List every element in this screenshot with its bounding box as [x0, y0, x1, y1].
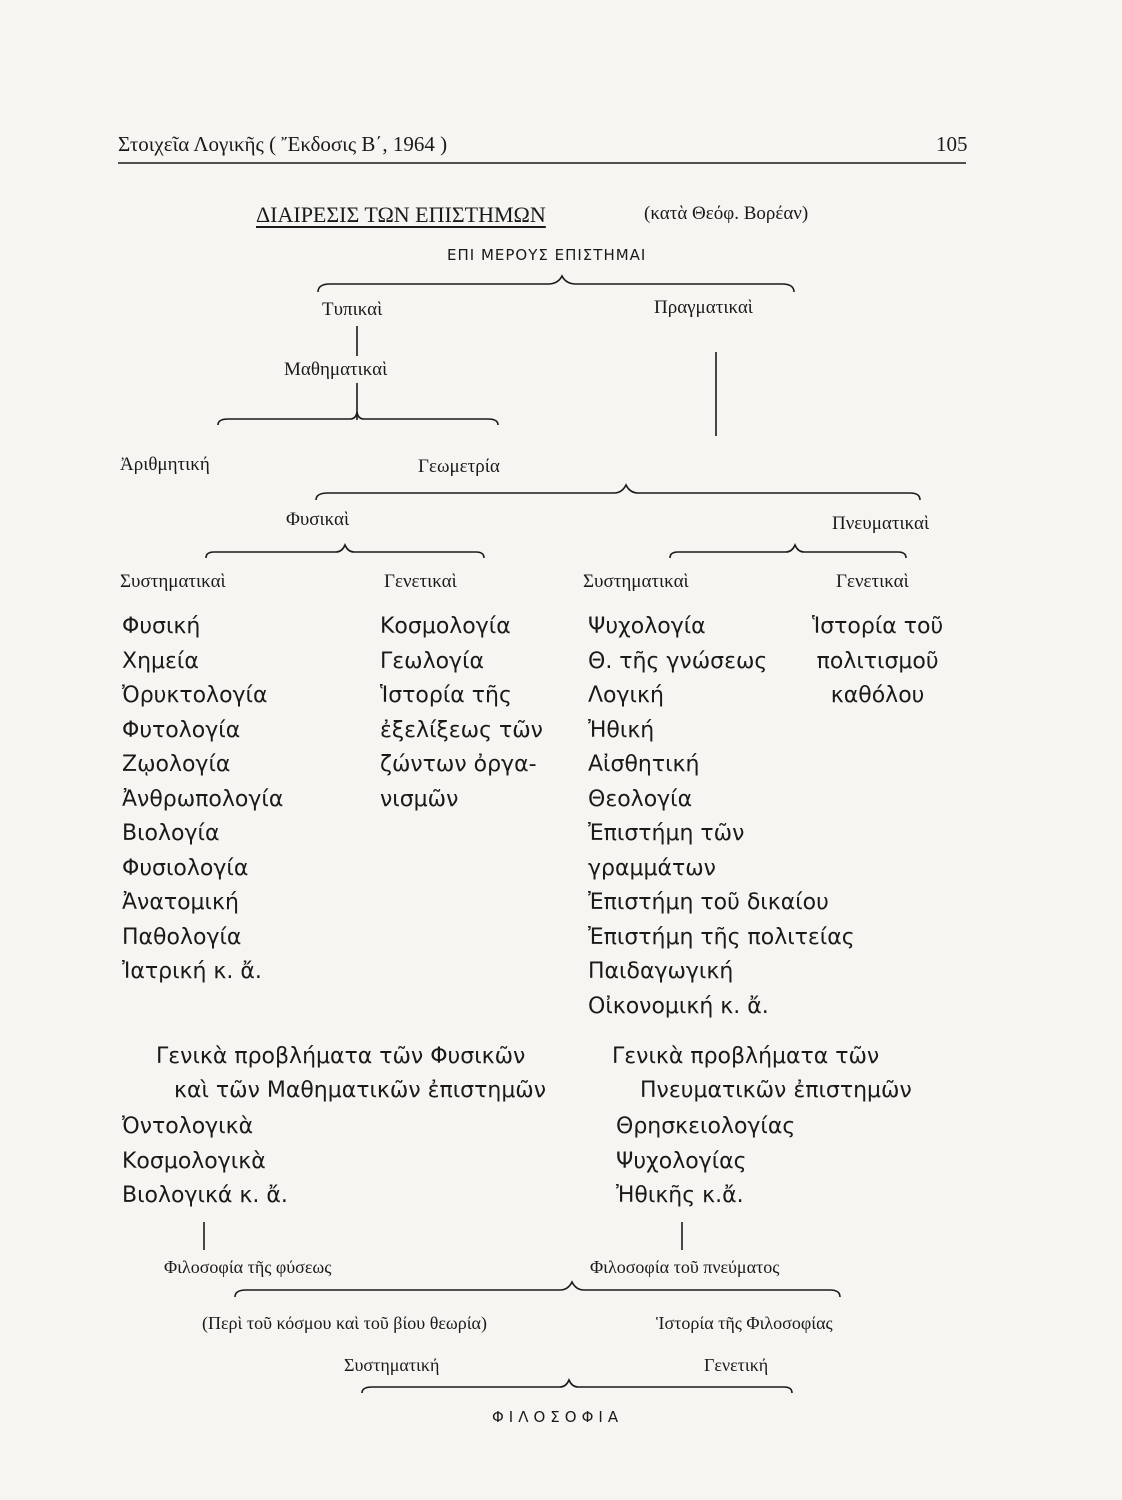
- label-geometry: Γεωμετρία: [418, 456, 500, 477]
- list-item: Βιολογία: [122, 821, 220, 846]
- label-nat-systematic: Συστηματικαὶ: [120, 571, 226, 592]
- list-item: καθόλου: [830, 683, 925, 708]
- gen-natural-heading-2: καὶ τῶν Μαθηματικῶν ἐπιστημῶν: [174, 1078, 547, 1103]
- list-item: Ἱστορία τῆς: [380, 683, 512, 708]
- list-item: Ἀνθρωπολογία: [122, 786, 284, 812]
- list-item: Γεωλογία: [380, 648, 485, 674]
- list-item: Οἰκονομική κ. ἄ.: [588, 993, 769, 1019]
- brace-real: [316, 485, 920, 500]
- label-mathematical: Μαθηματικαὶ: [284, 359, 388, 380]
- label-natural: Φυσικαὶ: [286, 509, 350, 530]
- list-item: Κοσμολογία: [380, 614, 511, 639]
- phil-root: ΦΙΛΟΣΟΦΙΑ: [492, 1408, 624, 1426]
- list-item: Ἐπιστήμη τῆς πολιτείας: [588, 924, 855, 950]
- title-attribution: (κατὰ Θεόφ. Βορέαν): [644, 203, 809, 224]
- phil-systematic: Συστηματική: [344, 1355, 440, 1375]
- list-item: Ἰατρική κ. ἄ.: [122, 959, 262, 984]
- label-formal: Τυπικαὶ: [322, 299, 383, 320]
- list-item: Ἐπιστήμη τοῦ δικαίου: [588, 890, 829, 915]
- brace-spiritual: [670, 545, 906, 558]
- list-item: Παθολογία: [122, 924, 242, 950]
- list-item: Αἰσθητική: [588, 752, 700, 777]
- list-item: Ἐπιστήμη τῶν: [588, 821, 745, 846]
- label-spi-systematic: Συστηματικαὶ: [583, 571, 689, 592]
- list-item: Φυτολογία: [122, 717, 241, 743]
- running-header: Στοιχεῖα Λογικῆς ( Ἔκδοσις Β΄, 1964 ): [118, 132, 448, 156]
- list-item: Ἠθικῆς κ.ἄ.: [616, 1183, 744, 1208]
- list-item: Ὀντολογικὰ: [122, 1114, 254, 1139]
- list-item: Κοσμολογικὰ: [122, 1148, 266, 1174]
- brace-natural: [206, 545, 484, 558]
- gen-spiritual-heading-1: Γενικὰ προβλήματα τῶν: [612, 1044, 880, 1069]
- label-arithmetic: Ἀριθμητική: [120, 454, 210, 475]
- list-spi-genetic: [812, 610, 943, 714]
- list-item: γραμμάτων: [588, 855, 716, 881]
- phil-genetic: Γενετική: [704, 1355, 769, 1375]
- list-nat-systematic: [122, 610, 283, 990]
- list-item: Ζῳολογία: [122, 752, 231, 777]
- list-item: Ψυχολογία: [588, 614, 706, 639]
- list-item: Φυσιολογία: [122, 855, 249, 881]
- list-item: ζώντων ὀργα-: [380, 752, 537, 777]
- label-root: ΕΠΙ ΜΕΡΟΥΣ ΕΠΙΣΤΗΜΑΙ: [447, 246, 647, 264]
- gen-spiritual-items: [616, 1110, 795, 1214]
- phil-theory-of-world: (Περὶ τοῦ κόσμου καὶ τοῦ βίου θεωρία): [202, 1313, 487, 1333]
- list-item: Ἀνατομική: [122, 890, 239, 915]
- gen-spiritual-heading-2: Πνευματικῶν ἐπιστημῶν: [640, 1078, 912, 1103]
- list-item: Ὀρυκτολογία: [122, 683, 268, 708]
- list-item: Λογική: [588, 683, 664, 708]
- label-spi-genetic: Γενετικαὶ: [836, 571, 909, 592]
- list-item: Ψυχολογίας: [616, 1148, 747, 1174]
- brace-final: [362, 1380, 792, 1393]
- label-real: Πραγματικαὶ: [654, 297, 753, 318]
- brace-root: [318, 276, 794, 292]
- list-item: Φυσική: [122, 614, 201, 639]
- phil-of-spirit: Φιλοσοφία τοῦ πνεύματος: [590, 1257, 780, 1277]
- gen-natural-heading-1: Γενικὰ προβλήματα τῶν Φυσικῶν: [156, 1044, 526, 1069]
- brace-math: [218, 412, 498, 425]
- page-title: ΔΙΑΙΡΕΣΙΣ ΤΩΝ ΕΠΙΣΤΗΜΩΝ: [256, 202, 546, 227]
- list-nat-genetic: [380, 610, 543, 817]
- gen-natural-items: [122, 1110, 288, 1214]
- brace-philosophies: [235, 1282, 840, 1297]
- list-item: νισμῶν: [380, 786, 459, 812]
- list-item: Βιολογικά κ. ἄ.: [122, 1183, 288, 1208]
- list-item: Ἱστορία τοῦ: [812, 614, 944, 639]
- list-item: Ἠθική: [588, 717, 655, 743]
- label-spiritual: Πνευματικαὶ: [832, 513, 930, 534]
- page-number: 105: [936, 132, 968, 156]
- list-item: ἐξελίξεως τῶν: [380, 717, 543, 743]
- list-item: Χημεία: [122, 648, 199, 674]
- phil-history: Ἱστορία τῆς Φιλοσοφίας: [656, 1313, 833, 1333]
- list-item: Θεολογία: [588, 786, 693, 812]
- list-item: πολιτισμοῦ: [816, 648, 939, 674]
- list-item: Θρησκειολογίας: [616, 1114, 796, 1139]
- phil-of-nature: Φιλοσοφία τῆς φύσεως: [164, 1257, 332, 1277]
- list-item: Παιδαγωγική: [588, 959, 734, 984]
- label-nat-genetic: Γενετικαὶ: [384, 571, 457, 592]
- list-item: Θ. τῆς γνώσεως: [588, 648, 768, 674]
